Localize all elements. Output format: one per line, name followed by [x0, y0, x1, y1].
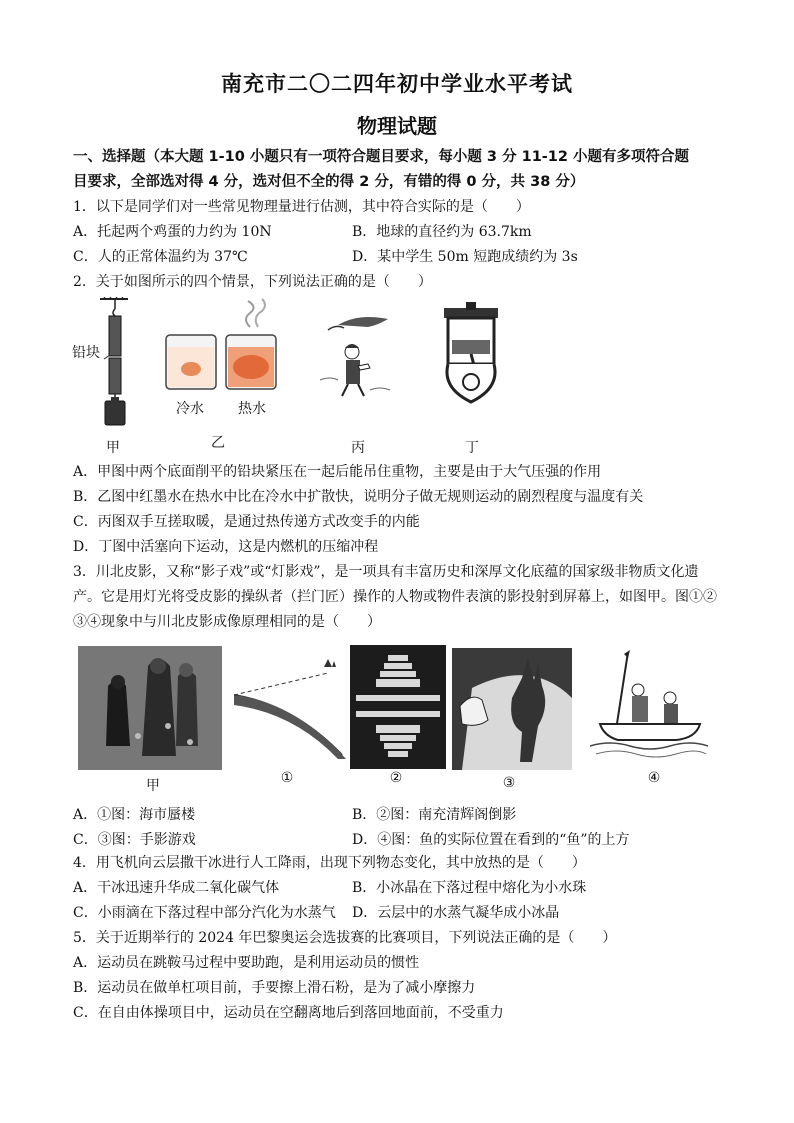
q4-option-b: B．小冰晶在下落过程中熔化为小水珠 [352, 880, 587, 896]
hot-water-label: 热水 [238, 401, 266, 417]
fig-label-2: ② [389, 770, 403, 786]
beakers-figure [158, 297, 283, 392]
section-heading-line1: 一、选择题（本大题 1-10 小题只有一项符合题目要求，每小题 3 分 11-12 小题有多项符合题 [73, 149, 690, 165]
page-subtitle: 物理试题 [357, 114, 437, 138]
q5-option-b: B．运动员在做单杠项目前，手要擦上滑石粉，是为了减小摩擦力 [73, 980, 476, 996]
q3-option-d: D．④图：鱼的实际位置在看到的“鱼”的上方 [352, 832, 630, 848]
q3-stem-line1: 3．川北皮影，又称“影子戏”或“灯影戏”，是一项具有丰富历史和深厚文化底蕴的国家级非物质文化遗 [73, 564, 699, 580]
page-title: 南充市二〇二四年初中学业水平考试 [221, 72, 573, 96]
fig-label-3: ③ [502, 775, 516, 791]
q4-option-c: C．小雨滴在下落过程中部分汽化为水蒸气 [73, 905, 336, 921]
cold-water-label: 冷水 [176, 401, 204, 417]
engine-cylinder-figure [440, 300, 502, 410]
q3-option-a: A．①图：海市蜃楼 [73, 807, 196, 823]
q1-option-b: B．地球的直径约为 63.7km [352, 224, 532, 240]
fig-label-jia: 甲 [106, 440, 120, 456]
lead-block-label: 铅块 [72, 345, 100, 361]
q2-option-a: A．甲图中两个底面削平的铅块紧压在一起后能吊住重物，主要是由于大气压强的作用 [73, 464, 602, 480]
q4-option-a: A．干冰迅速升华成二氧化碳气体 [73, 880, 280, 896]
q4-option-d: D．云层中的水蒸气凝华成小冰晶 [352, 905, 560, 921]
q2-option-d: D．丁图中活塞向下运动，这是内燃机的压缩冲程 [73, 539, 379, 555]
q1-option-a: A．托起两个鸡蛋的力约为 10N [73, 224, 272, 240]
q1-option-d: D．某中学生 50m 短跑成绩约为 3s [352, 249, 578, 265]
q3-stem-line3: ③④现象中与川北皮影成像原理相同的是（ ） [73, 614, 381, 630]
mirage-figure [228, 655, 346, 760]
fig-label-4: ④ [647, 770, 661, 786]
q1-option-c: C．人的正常体温约为 37℃ [73, 249, 248, 265]
fig-label-yi: 乙 [211, 435, 225, 451]
fig-label-bing: 丙 [351, 440, 365, 456]
q5-option-a: A．运动员在跳鞍马过程中要助跑，是利用运动员的惯性 [73, 955, 420, 971]
q2-stem: 2．关于如图所示的四个情景，下列说法正确的是（ ） [73, 274, 432, 290]
q5-stem: 5．关于近期举行的 2024 年巴黎奥运会选拔赛的比赛项目，下列说法正确的是（ ） [73, 930, 617, 946]
rubbing-hands-figure [318, 310, 398, 400]
q5-option-c: C．在自由体操项目中，运动员在空翻离地后到落回地面前，不受重力 [73, 1005, 504, 1021]
q3-option-c: C．③图：手影游戏 [73, 832, 196, 848]
lead-blocks-figure [70, 297, 142, 432]
q1-stem: 1．以下是同学们对一些常见物理量进行估测，其中符合实际的是（ ） [73, 199, 530, 215]
section-heading-line2: 目要求，全部选对得 4 分，选对但不全的得 2 分，有错的得 0 分，共 38 分） [73, 174, 585, 190]
q3-option-b: B．②图：南充清辉阁倒影 [352, 807, 517, 823]
fig-label-jia-q3: 甲 [146, 778, 160, 794]
fishing-boat-figure [590, 650, 708, 760]
q2-option-b: B．乙图中红墨水在热水中比在冷水中扩散快，说明分子做无规则运动的剧烈程度与温度有关 [73, 489, 644, 505]
fig-label-ding: 丁 [465, 440, 479, 456]
hand-shadow-figure [452, 648, 572, 770]
pavilion-reflection-figure [350, 645, 446, 769]
q2-option-c: C．丙图双手互搓取暖，是通过热传递方式改变手的内能 [73, 514, 420, 530]
fig-label-1: ① [280, 770, 294, 786]
shadow-puppet-figure [78, 646, 222, 770]
q3-stem-line2: 产。它是用灯光将受皮影的操纵者（拦门匠）操作的人物或物件表演的影投射到屏幕上，如图甲。图①② [73, 589, 717, 605]
q4-stem: 4．用飞机向云层撒干冰进行人工降雨，出现下列物态变化，其中放热的是（ ） [73, 855, 586, 871]
